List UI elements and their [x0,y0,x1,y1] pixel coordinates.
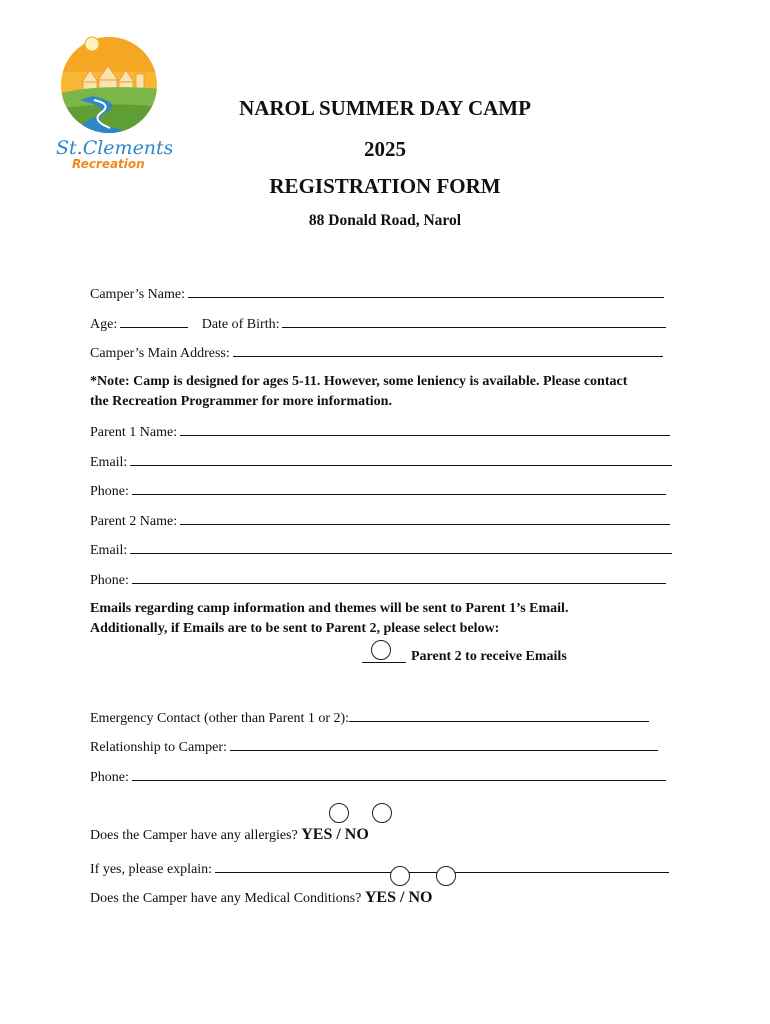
allergies-explain-label: If yes, please explain: [90,862,213,877]
parent1-email-label: Email: [90,455,128,470]
parent1-phone-label: Phone: [90,484,129,499]
parent1-phone-row [90,481,666,500]
logo-sub-text: Recreation [72,157,145,171]
parent1-email-row [90,452,672,471]
parent2-email-label: Email: [90,543,128,558]
parent1-email-field[interactable] [130,452,672,466]
parent1-phone-field[interactable] [132,481,666,495]
emails-note-line-1: Emails regarding camp information and themes will be sent to Parent 1’s Email. [90,601,569,616]
form-subtitle: REGISTRATION FORM [269,174,501,198]
age-note-line-1: *Note: Camp is designed for ages 5-11. However, some leniency is available. Please contact [90,374,628,389]
form-title: NAROL SUMMER DAY CAMP [239,96,531,120]
logo-name-text: St.Clements [56,137,172,159]
camp-address: 88 Donald Road, Narol [308,212,462,229]
emergency-contact-row [90,708,649,727]
relationship-field[interactable] [230,737,658,751]
emergency-contact-label: Emergency Contact (other than Parent 1 or 2): [90,711,350,726]
parent1-name-field[interactable] [180,422,670,436]
main-address-field[interactable] [233,343,663,357]
parent2-email-field[interactable] [130,540,672,554]
medical-yes-radio[interactable] [390,866,410,886]
medical-yes-no: YES / NO [364,889,433,906]
parent2-phone-field[interactable] [132,570,666,584]
parent2-name-field[interactable] [180,511,670,525]
camper-name-row [90,284,664,303]
parent2-emails-label: Parent 2 to receive Emails [411,649,567,664]
age-note-line-2: the Recreation Programmer for more information. [90,394,392,409]
medical-no-radio[interactable] [436,866,456,886]
main-address-label: Camper’s Main Address: [90,346,230,361]
allergies-explain-row [90,859,669,878]
emergency-phone-row [90,767,666,786]
emergency-contact-field[interactable] [349,708,649,722]
allergies-yes-radio[interactable] [329,803,349,823]
parent2-name-label: Parent 2 Name: [90,514,178,529]
age-field[interactable] [120,314,188,328]
camper-name-field[interactable] [188,284,664,298]
allergies-row [90,826,369,844]
parent2-phone-row [90,570,666,589]
emergency-phone-field[interactable] [132,767,666,781]
dob-field[interactable] [282,314,666,328]
parent2-emails-blank [362,649,406,663]
parent2-email-row [90,540,672,559]
allergies-question: Does the Camper have any allergies? [90,828,298,843]
relationship-row [90,737,658,756]
allergies-yes-no: YES / NO [301,826,369,843]
parent2-name-row [90,511,670,530]
camper-name-label: Camper’s Name: [90,287,185,302]
parent2-phone-label: Phone: [90,573,129,588]
parent1-name-row [90,422,670,441]
main-address-row [90,343,663,362]
dob-label: Date of Birth: [201,317,280,332]
form-year: 2025 [364,137,406,161]
emergency-phone-label: Phone: [90,770,129,785]
age-label: Age: [90,317,118,332]
emails-note-line-2: Additionally, if Emails are to be sent to Parent 2, please select below: [90,621,500,636]
age-dob-row [90,314,666,333]
emails-note [90,599,690,639]
medical-question: Does the Camper have any Medical Conditions? [90,891,362,906]
age-note [90,372,690,412]
medical-row [90,889,432,907]
allergies-no-radio[interactable] [372,803,392,823]
parent1-name-label: Parent 1 Name: [90,425,178,440]
relationship-label: Relationship to Camper: [90,740,227,755]
